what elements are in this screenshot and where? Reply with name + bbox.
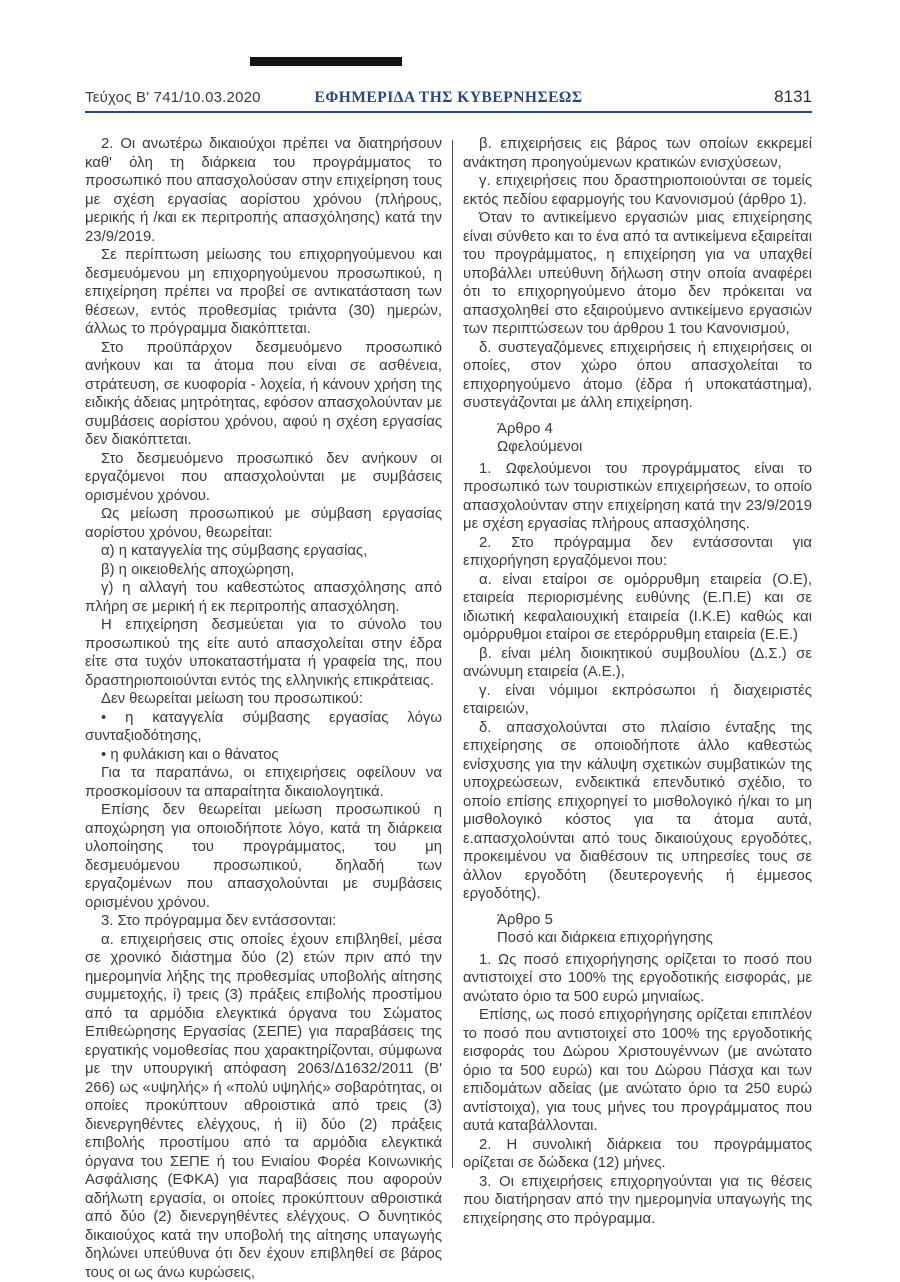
paragraph: α) η καταγγελία της σύμβασης εργασίας, — [85, 542, 442, 561]
left-column — [85, 135, 442, 1282]
paragraph: 2. Οι ανωτέρω δικαιούχοι πρέπει να διατηρήσουν καθ' όλη τη διάρκεια του προγράμματος το προσωπικό που απασχολούσαν στην επιχείρηση τους με σχέση εργασίας αορίστου χρόνου (πλήρους, μερικής ή /και εκ περιτροπής απασχόλησης) κατά την 23/9/2019. — [85, 135, 442, 246]
paragraph: 1. Ωφελούμενοι του προγράμματος είναι το προσωπικό των τουριστικών επιχειρήσεων, το οποίο απασχολούνταν στην επιχείρηση κατά την 23/9/2019 με σχέση εργασίας πλήρους απασχόλησης. — [463, 460, 812, 534]
paragraph: β. επιχειρήσεις εις βάρος των οποίων εκκρεμεί ανάκτηση προηγούμενων κρατικών ενισχύσεων, — [463, 135, 812, 172]
article-heading — [463, 911, 812, 948]
article-heading-line: Ωφελούμενοι — [497, 438, 812, 457]
right-column — [463, 135, 812, 1228]
article-heading-line: Ποσό και διάρκεια επιχορήγησης — [497, 929, 812, 948]
paragraph: 1. Ως ποσό επιχορήγησης ορίζεται το ποσό που αντιστοιχεί στο 100% της εργοδοτικής εισφοράς, με ανώτατο όριο τα 500 ευρώ μηνιαίως. — [463, 951, 812, 1007]
article-heading-line: Άρθρο 5 — [497, 911, 812, 930]
paragraph: Όταν το αντικείμενο εργασιών μιας επιχείρησης είναι σύνθετο και το ένα από τα αντικείμενα εξαιρείται του προγράμματος, η επιχείρηση για να υπαχθεί υποβάλλει υπεύθυνη δήλωση στην οποία αναφέρει ότι το επιχορηγούμενο άτομο δεν πρόκειται να απασχοληθεί στο εξαιρούμενο αντικείμενο εργασιών των περιπτώσεων του άρθρου 1 του Κανονισμού, — [463, 209, 812, 339]
paragraph: Επίσης δεν θεωρείται μείωση προσωπικού η αποχώρηση για οποιοδήποτε λόγο, κατά τη διάρκεια υλοποίησης του προγράμματος, του μη δεσμευόμενου προσωπικού, δηλαδή των εργαζομένων που απασχολούνται με συμβάσεις ορισμένου χρόνου. — [85, 801, 442, 912]
paragraph: γ. είναι νόμιμοι εκπρόσωποι ή διαχειριστές εταιρειών, — [463, 682, 812, 719]
issue-label: Τεύχος Β' 741/10.03.2020 — [85, 89, 261, 106]
paragraph: Ως μείωση προσωπικού με σύμβαση εργασίας αορίστου χρόνου, θεωρείται: — [85, 505, 442, 542]
paragraph: • η φυλάκιση και ο θάνατος — [85, 746, 442, 765]
article-heading-line: Άρθρο 4 — [497, 420, 812, 439]
paragraph: Στο προϋπάρχον δεσμευόμενο προσωπικό ανήκουν και τα άτομα που είναι σε ασθένεια, στράτευση, σε κυοφορία - λοχεία, ή κάνουν χρήση της ειδικής άδειας μητρότητας, εφόσον απασχολούνταν με συμβάσεις αορίστου χρόνου, αφού η σχέση εργασίας δεν διακόπτεται. — [85, 339, 442, 450]
paragraph: Η επιχείρηση δεσμεύεται για το σύνολο του προσωπικού της είτε αυτό απασχολείται στην έδρα είτε στα τυχόν υποκαταστήματα ή γραφεία της, που δραστηριοποιούνται εντός της ελληνικής επικράτειας. — [85, 616, 442, 690]
paragraph: α. είναι εταίροι σε ομόρρυθμη εταιρεία (Ο.Ε), εταιρεία περιορισμένης ευθύνης (Ε.Π.Ε) και σε ιδιωτική κεφαλαιουχική εταιρεία (Ι.Κ.Ε) καθώς και ομόρρυθμοι εταίροι σε ετερόρρυθμη εταιρεία (Ε.Ε.) — [463, 571, 812, 645]
page-header — [85, 86, 812, 110]
paragraph: Σε περίπτωση μείωσης του επιχορηγούμενου και δεσμευόμενου μη επιχορηγούμενου προσωπικού, η επιχείρηση πρέπει να προβεί σε αντικατάσταση των θέσεων, εντός προθεσμίας τριάντα (30) ημερών, άλλως το πρόγραμμα διακόπτεται. — [85, 246, 442, 339]
page-number: 8131 — [774, 87, 812, 107]
paragraph: Για τα παραπάνω, οι επιχειρήσεις οφείλουν να προσκομίσουν τα απαραίτητα δικαιολογητικά. — [85, 764, 442, 801]
header-rule — [85, 111, 812, 113]
paragraph: 2. Η συνολική διάρκεια του προγράμματος ορίζεται σε δώδεκα (12) μήνες. — [463, 1136, 812, 1173]
column-divider — [452, 140, 453, 1168]
paragraph: 3. Οι επιχειρήσεις επιχορηγούνται για τις θέσεις που διατήρησαν από την ημερομηνία υπαγωγής της επιχείρησης στο πρόγραμμα. — [463, 1173, 812, 1229]
paragraph: 3. Στο πρόγραμμα δεν εντάσσονται: — [85, 912, 442, 931]
paragraph: α. επιχειρήσεις στις οποίες έχουν επιβληθεί, μέσα σε χρονικό διάστημα δύο (2) ετών πριν από την ημερομηνία λήξης της προθεσμίας υποβολής αίτησης συμμετοχής, i) τρεις (3) πράξεις επιβολής προστίμου από τα αρμόδια ελεγκτικά όργανα του Σώματος Επιθεώρησης Εργασίας (ΣΕΠΕ) για παραβάσεις της εργατικής νομοθεσίας που χαρακτηρίζονται, σύμφωνα με την υπουργική απόφαση 2063/Δ1632/2011 (Β' 266) ως «υψηλής» ή «πολύ υψηλής» σοβαρότητας, οι οποίες προκύπτουν αθροιστικά από τρεις (3) διενεργηθέντες ελέγχους, ή ii) δύο (2) πράξεις επιβολής προστίμου από τα αρμόδια ελεγκτικά όργανα του ΣΕΠΕ ή του Ενιαίου Φορέα Κοινωνικής Ασφάλισης (ΕΦΚΑ) για παραβάσεις που αφορούν αδήλωτη εργασία, οι οποίες προκύπτουν αθροιστικά από δύο (2) διενεργηθέντες ελέγχους. Ο δυνητικός δικαιούχος κατά την υποβολή της αίτησης υπαγωγής δηλώνει υπεύθυνα ότι δεν έχουν επιβληθεί σε βάρος τους οι ως άνω κυρώσεις, — [85, 931, 442, 1282]
paragraph: γ) η αλλαγή του καθεστώτος απασχόλησης από πλήρη σε μερική ή εκ περιτροπής απασχόληση. — [85, 579, 442, 616]
paragraph: Δεν θεωρείται μείωση του προσωπικού: — [85, 690, 442, 709]
paragraph: γ. επιχειρήσεις που δραστηριοποιούνται σε τομείς εκτός πεδίου εφαρμογής του Κανονισμού (άρθρο 1). — [463, 172, 812, 209]
scan-artifact-bar — [250, 57, 402, 66]
paragraph: Στο δεσμευόμενο προσωπικό δεν ανήκουν οι εργαζόμενοι που απασχολούνται με συμβάσεις ορισμένου χρόνου. — [85, 450, 442, 506]
paragraph: 2. Στο πρόγραμμα δεν εντάσσονται για επιχορήγηση εργαζόμενοι που: — [463, 534, 812, 571]
paragraph: β. είναι μέλη διοικητικού συμβουλίου (Δ.Σ.) σε ανώνυμη εταιρεία (Α.Ε.), — [463, 645, 812, 682]
paragraph: δ. απασχολούνται στο πλαίσιο ένταξης της επιχείρησης σε οποιοδήποτε άλλο καθεστώς ενίσχυσης για την κάλυψη σχετικών συμβατικών της υποχρεώσεων, ενδεικτικά επενδυτικό σχέδιο, το οποίο επίσης επιχορηγεί το μισθολογικό ή/και το μη μισθολογικό κόστος για τα άτομα αυτά, ε.απασχολούνται από τους δικαιούχους εργοδότες, προκειμένου να διαθέσουν τις υπηρεσίες τους σε άλλον εργοδότη (δευτερογενής ή έμμεσος εργοδότης). — [463, 719, 812, 904]
paragraph: β) η οικειοθελής αποχώρηση, — [85, 561, 442, 580]
paragraph: δ. συστεγαζόμενες επιχειρήσεις ή επιχειρήσεις οι οποίες, στον χώρο όπου απασχολείται το επιχορηγούμενο άτομο (έδρα ή υποκατάστημα), συστεγάζονται με άλλη επιχείρηση. — [463, 339, 812, 413]
paragraph: • η καταγγελία σύμβασης εργασίας λόγω συνταξιοδότησης, — [85, 709, 442, 746]
gazette-title: ΕΦΗΜΕΡΙΔΑ ΤΗΣ ΚΥΒΕΡΝΗΣΕΩΣ — [85, 89, 812, 107]
paragraph: Επίσης, ως ποσό επιχορήγησης ορίζεται επιπλέον το ποσό που αντιστοιχεί στο 100% της εργοδοτικής εισφοράς του Δώρου Χριστουγέννων (με ανώτατο όριο τα 500 ευρώ) και του Δώρου Πάσχα και των επιδομάτων αδείας (με ανώτατο όριο τα 250 ευρώ αντίστοιχα), για τους μήνες του προγράμματος που αυτά καταβάλλονται. — [463, 1006, 812, 1136]
article-heading — [463, 420, 812, 457]
